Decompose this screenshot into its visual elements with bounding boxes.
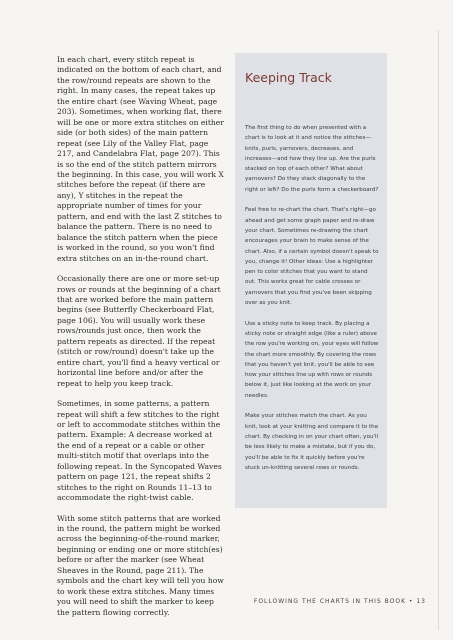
sidebar-body [245,123,379,483]
main-paragraph-2: Occasionally there are one or more set-up rows or rounds at the beginning of a chart that are worked before the main pattern begins (see Butterfly Checkerboard Flat, page 106). You will usually work these rows/rounds just once, then work the pattern repeats as directed. If the repeat (stitch or row/round) doesn't take up the entire chart, you'll find a heavy vertical or horizontal line before and/or after the repeat to help you keep track. [57,274,221,388]
main-paragraph-3: Sometimes, in some patterns, a pattern repeat will shift a few stitches to the right or left to accommodate stitches within the pattern. Example: A decrease worked at the end of a repeat or a cable or other multi-stitch motif that overlaps into the following repeat. In the Syncopated Waves pattern on page 121, the repeat shifts 2 stitches to the right on Rounds 11–13 to accommodate the right-twist cable. [57,399,222,503]
sidebar-title: Keeping Track [245,70,332,85]
sidebar-paragraph-2: Feel free to re-chart the chart. That's right—go ahead and get some graph paper and re-draw your chart. Sometimes re-drawing the chart encourages your brain to make sense of the chart. Also, if a certain symbol doesn't speak to you, change it! Other ideas: Use a highlighter pen to color stitches that you want to stand out. This works great for cable crosses or yarnovers that you find you've been skipping over as you knit. [245,207,379,307]
sidebar-paragraph-4: Make your stitches match the chart. As you knit, look at your knitting and compare it to the chart. By checking in on your chart often, you'll be less likely to make a mistake, but if you do, you'll be able to fix it quickly before you're stuck un-knitting several rows or rounds. [245,413,379,471]
keeping-track-sidebar [235,53,387,508]
page-edge-divider [438,30,447,630]
sidebar-paragraph-1: The first thing to do when presented with a chart is to look at it and notice the stitches—knits, purls, yarnovers, decreases, and increases—and how they line up. Are the purls stacked on top of each other? What about yarnovers? Do they stack diagonally to the right or left? Do the purls form a checkerboard? [245,125,379,193]
main-paragraph-1: In each chart, every stitch repeat is indicated on the bottom of each chart, and the row/round repeats are shown to the right. In many cases, the repeat takes up the entire chart (see Waving Wheat, page 203). Sometimes, when working flat, there will be one or more extra stitches on either side (or both sides) of the main pattern repeat (see Lily of the Valley Flat, page 217, and Candelabra Flat, page 207). This is so the end of the stitch pattern mirrors the beginning. In this case, you will work X stitches before the repeat (if there are any), Y stitches in the repeat the appropriate number of times for your pattern, and end with the last Z stitches to balance the pattern. There is no need to balance the stitch pattern when the piece is worked in the round, so you won't find extra stitches on an in-the-round chart. [57,55,224,263]
sidebar-paragraph-3: Use a sticky note to keep track. By placing a sticky note or straight edge (like a ruler) above the row you're working on, your eyes will follow the chart more smoothly. By covering the rows that you haven't yet knit, you'll be able to see how your stitches line up with rows or rounds below it, just like looking at the work on your needles. [245,320,379,399]
page-footer: FOLLOWING THE CHARTS IN THIS BOOK • 13 [253,598,426,605]
main-text-column [57,55,225,628]
main-paragraph-4: With some stitch patterns that are worked in the round, the pattern might be worked across the beginning-of-the-round marker, beginning or ending one or more stitch(es) before or after the marker (see Wheat Sheaves in the Round, page 211). The symbols and the chart key will tell you how to work these extra stitches. Many times you will need to shift the marker to keep the pattern flowing correctly. [57,513,224,617]
